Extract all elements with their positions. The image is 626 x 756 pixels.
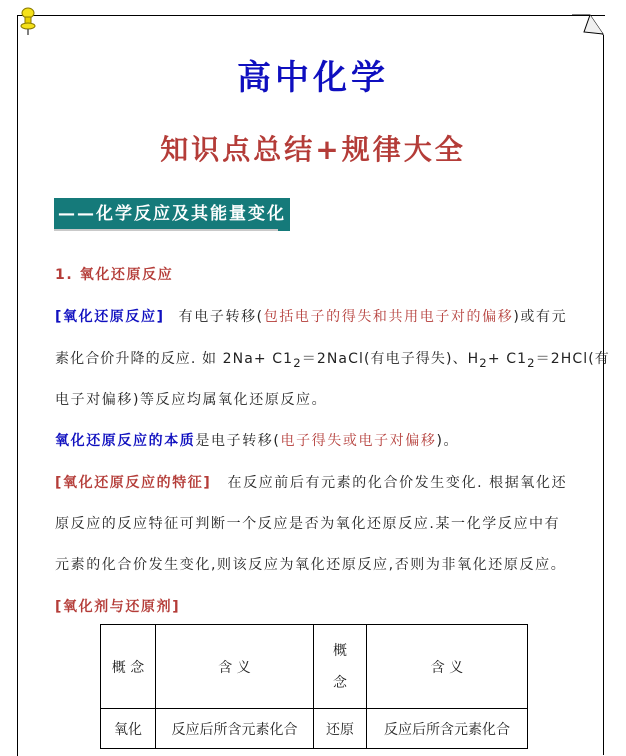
paragraph-feature-line2: 原反应的反应特征可判断一个反应是否为氧化还原反应.某一化学反应中有 xyxy=(55,516,561,532)
table-cell: 氧化 xyxy=(101,709,156,749)
section-heading: 1. 氧化还原反应 xyxy=(55,267,174,283)
table-cell: 含 义 xyxy=(367,625,528,709)
pushpin-icon xyxy=(18,6,38,36)
subscript: 2 xyxy=(479,355,488,370)
table-cell: 概 念 xyxy=(314,625,367,709)
page-fold-corner xyxy=(572,14,604,36)
paragraph-text: 在反应前后有元素的化合价发生变化. 根据氧化还 xyxy=(227,475,568,491)
paragraph-text: 有电子转移( xyxy=(178,309,264,325)
term-label: [氧化还原反应] xyxy=(55,309,165,325)
term-label: [氧化还原反应的特征] xyxy=(55,475,212,491)
paragraph-text: ＝2HCl(有 xyxy=(535,351,610,367)
table-header-row xyxy=(101,625,528,709)
highlight-text: 包括电子的得失和共用电子对的偏移 xyxy=(263,309,514,325)
paragraph-essence xyxy=(55,430,570,450)
table-cell: 反应后所含元素化合 xyxy=(367,709,528,749)
paragraph-text: ＝2NaCl(有电子得失)、H xyxy=(301,351,480,367)
term-label: [氧化剂与还原剂] xyxy=(55,599,181,615)
table-cell: 含 义 xyxy=(156,625,314,709)
paragraph-text: 是电子转移( xyxy=(195,433,281,449)
concept-table xyxy=(100,624,528,749)
section-banner: ——化学反应及其能量变化 xyxy=(54,198,290,231)
paragraph-text: )。 xyxy=(436,433,460,449)
paragraph-feature-line3: 元素的化合价发生变化,则该反应为氧化还原反应,否则为非氧化还原反应。 xyxy=(55,557,567,573)
page-title: 高中化学 xyxy=(237,58,389,98)
term-label: 氧化还原反应的本质 xyxy=(55,433,196,449)
table-row xyxy=(101,709,528,749)
highlight-text: 电子得失或电子对偏移 xyxy=(280,433,437,449)
paragraph-redox-line3: 电子对偏移)等反应均属氧化还原反应。 xyxy=(55,392,328,408)
table-cell: 还原 xyxy=(314,709,367,749)
paragraph-redox-line2 xyxy=(55,348,610,370)
paragraph-feature-line1 xyxy=(55,472,570,492)
table-cell: 反应后所含元素化合 xyxy=(156,709,314,749)
subscript: 2 xyxy=(527,355,536,370)
banner-underline xyxy=(54,229,278,231)
paragraph-text: )或有元 xyxy=(513,309,568,325)
table-cell: 概 念 xyxy=(101,625,156,709)
subscript: 2 xyxy=(293,355,302,370)
paragraph-text: + C1 xyxy=(487,351,528,367)
paragraph-text: 素化合价升降的反应. 如 2Na+ C1 xyxy=(55,351,294,367)
page-subtitle: 知识点总结+规律大全 xyxy=(160,133,466,166)
paragraph-redox-line1 xyxy=(55,306,570,326)
